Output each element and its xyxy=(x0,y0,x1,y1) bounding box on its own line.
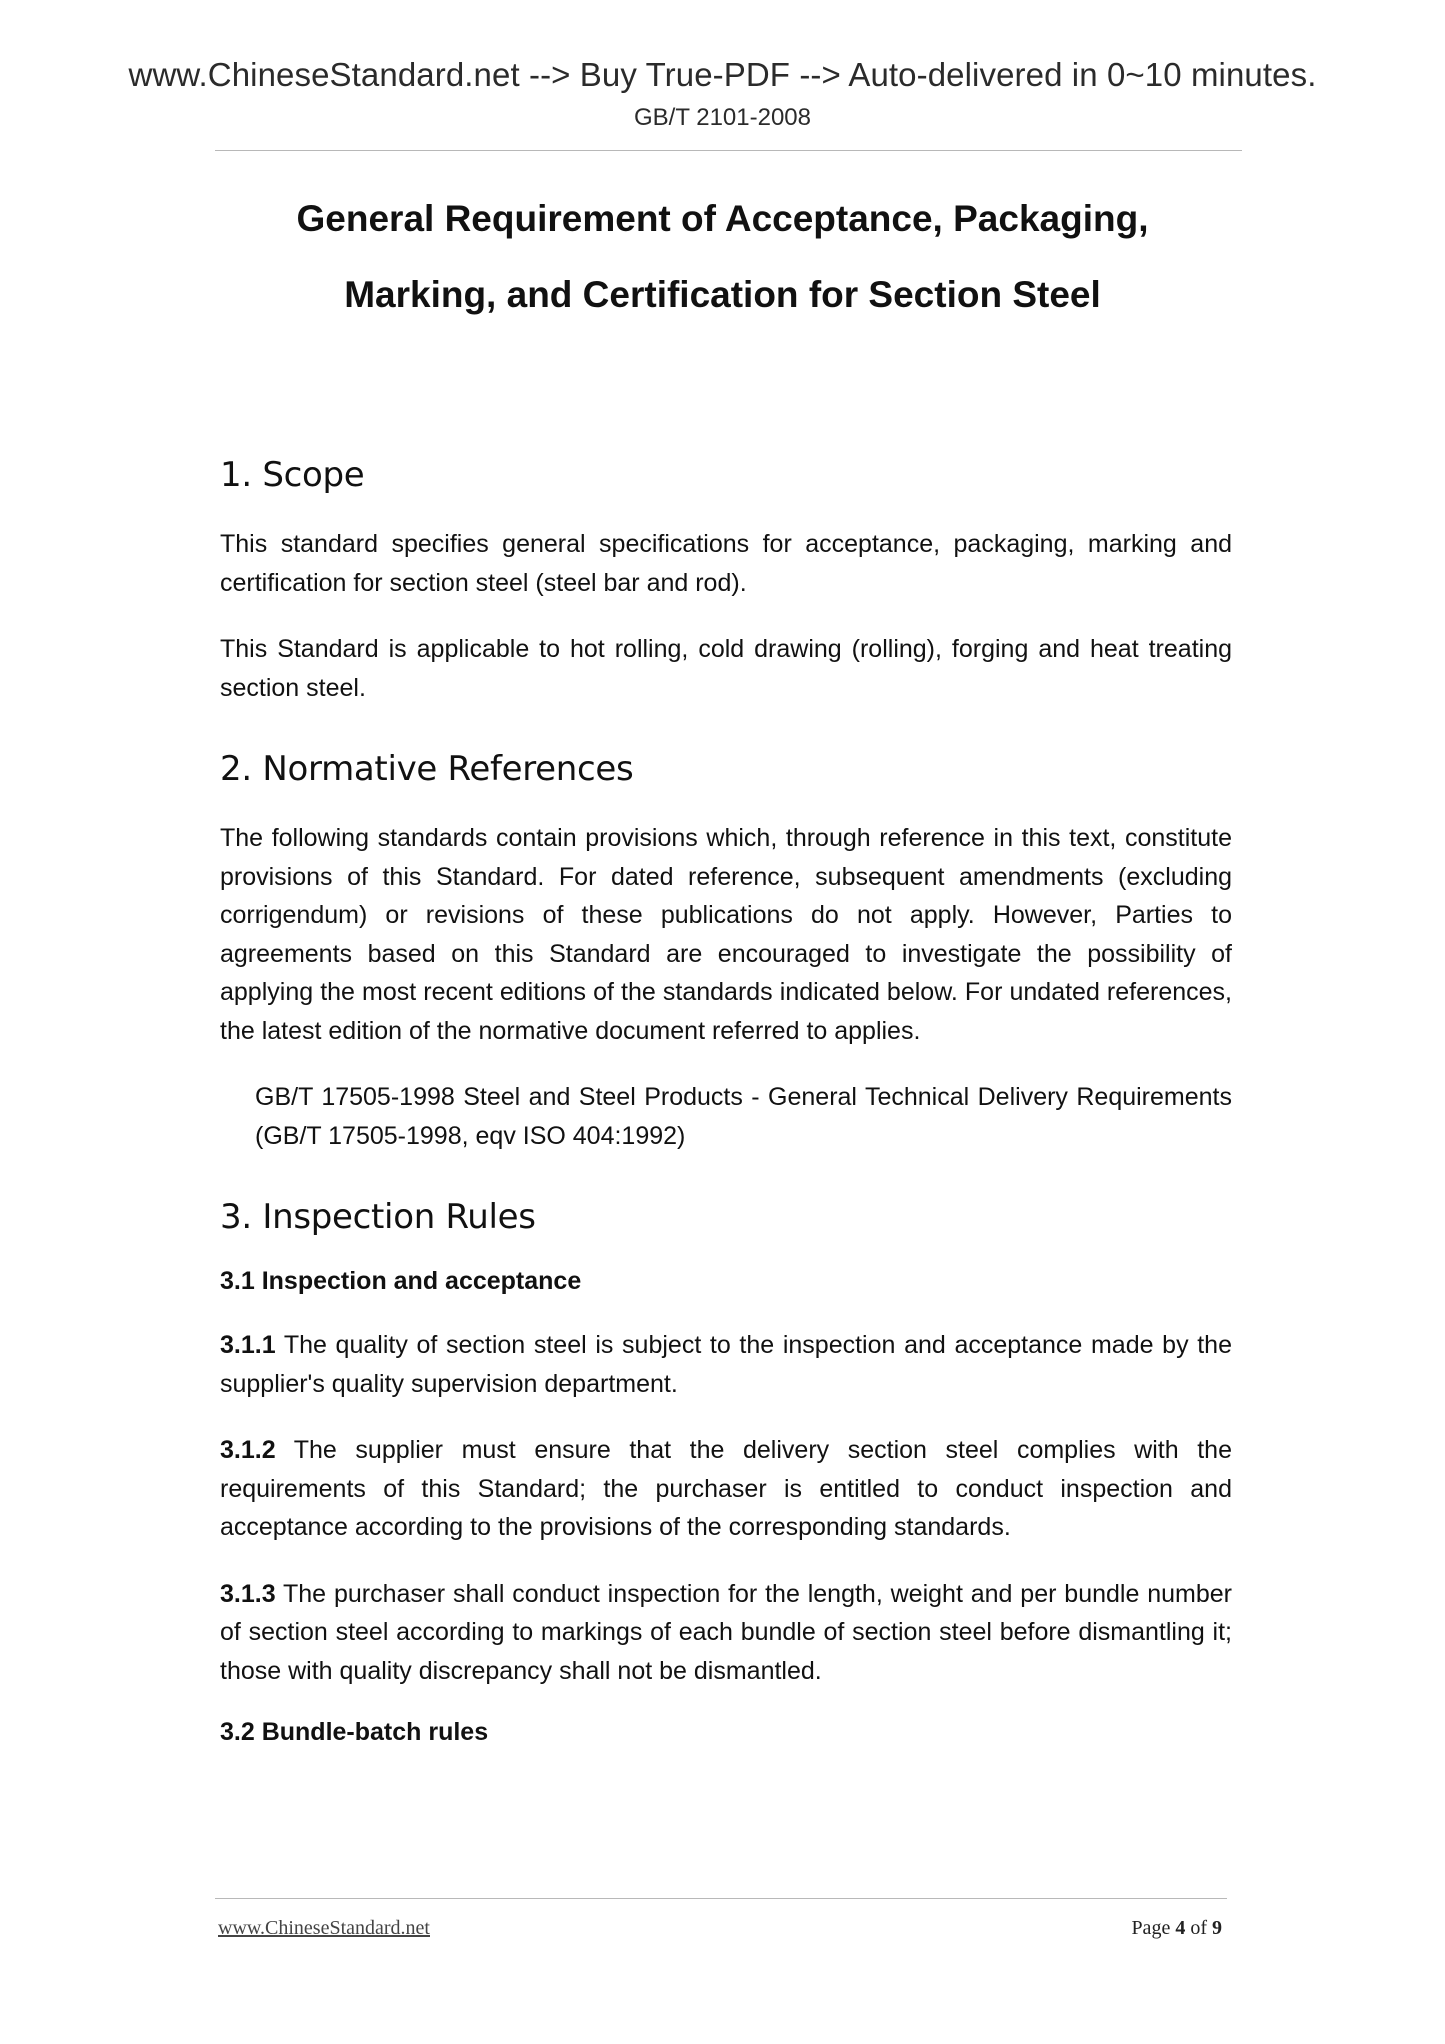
normative-paragraph: The following standards contain provisions which, through reference in this text, constitute provisions of this Standard. For dated reference, subsequent amendments (excluding corrigendum) or revisions of these publications do not apply. However, Parties to agreements based on this Standard are encouraged to investigate the possibility of applying the most recent editions of the standards indicated below. For undated references, the latest edition of the normative document referred to applies. xyxy=(220,824,1232,1045)
document-title-line-1: General Requirement of Acceptance, Packaging, xyxy=(296,198,1149,239)
page-number xyxy=(1131,1917,1222,1940)
clause-text: The supplier must ensure that the delivery section steel complies with the requirements of this Standard; the purchaser is entitled to conduct inspection and acceptance according to the provisions of the corresponding standards. xyxy=(220,1436,1232,1541)
source-banner: www.ChineseStandard.net --> Buy True-PDF --> Auto-delivered in 0~10 minutes. xyxy=(128,56,1317,93)
document-title-line-2: Marking, and Certification for Section Steel xyxy=(344,274,1101,315)
page-of: of xyxy=(1190,1917,1207,1939)
normative-reference-item: GB/T 17505-1998 Steel and Steel Products - General Technical Delivery Requirements (GB/T 17505-1998, eqv ISO 404:1992) xyxy=(255,1083,1232,1150)
subsection-heading-inspection-acceptance: 3.1 Inspection and acceptance xyxy=(220,1267,582,1295)
clause-text: The quality of section steel is subject to the inspection and acceptance made by the supplier's quality supervision department. xyxy=(220,1331,1232,1398)
clause-3-1-1 xyxy=(220,1326,1232,1403)
scope-paragraph-2: This Standard is applicable to hot rolling, cold drawing (rolling), forging and heat treating section steel. xyxy=(220,635,1232,702)
subsection-heading-bundle-batch: 3.2 Bundle-batch rules xyxy=(220,1718,489,1746)
section-heading-scope: 1. Scope xyxy=(220,455,365,495)
clause-3-1-3 xyxy=(220,1575,1232,1691)
standard-code: GB/T 2101-2008 xyxy=(633,104,811,131)
page-label: Page xyxy=(1131,1917,1171,1939)
page-current: 4 xyxy=(1175,1917,1186,1939)
clause-number: 3.1.3 xyxy=(220,1579,276,1608)
clause-number: 3.1.2 xyxy=(220,1436,276,1464)
footer-site-link[interactable]: www.ChineseStandard.net xyxy=(218,1917,430,1939)
section-heading-inspection-rules: 3. Inspection Rules xyxy=(220,1197,536,1237)
scope-paragraph-1: This standard specifies general specifications for acceptance, packaging, marking and certification for section steel (steel bar and rod). xyxy=(220,530,1232,597)
document-body xyxy=(220,455,1232,1777)
section-heading-normative-references: 2. Normative References xyxy=(220,749,634,789)
page-total: 9 xyxy=(1212,1917,1222,1939)
footer-divider xyxy=(215,1898,1227,1899)
header-divider xyxy=(215,150,1242,151)
clause-3-1-2 xyxy=(220,1431,1232,1547)
clause-number: 3.1.1 xyxy=(220,1331,276,1359)
clause-text: The purchaser shall conduct inspection for the length, weight and per bundle number of section steel according to markings of each bundle of section steel before dismantling it; those with quality discrepancy shall not be dismantled. xyxy=(220,1579,1232,1685)
